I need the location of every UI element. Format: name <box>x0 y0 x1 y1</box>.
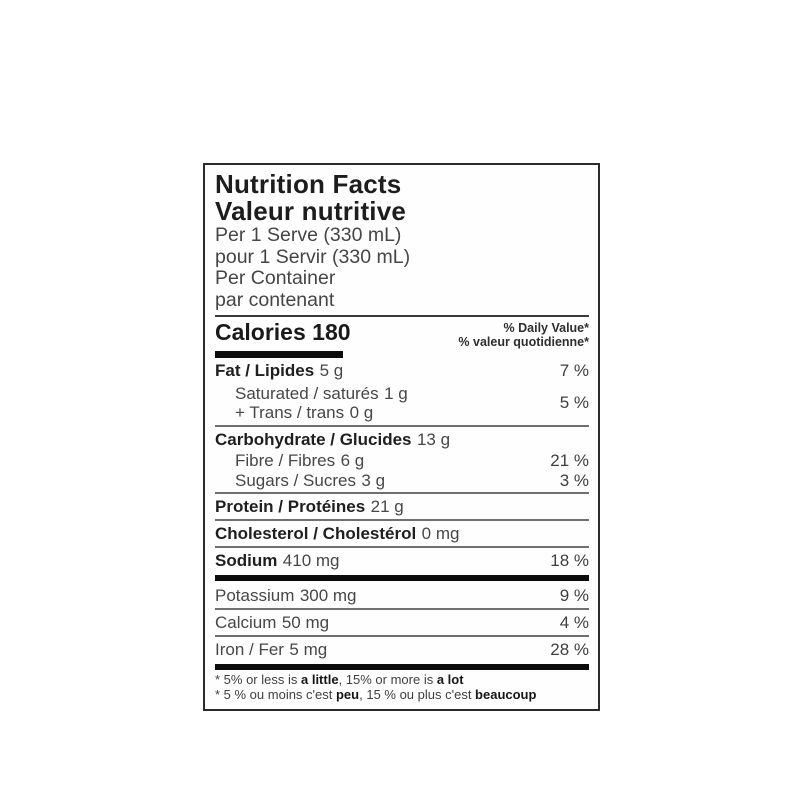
nutrient-row-fibre <box>215 452 589 472</box>
footnote-fr-text: * 5 % ou moins c'est <box>215 686 336 702</box>
fibre-label: Fibre / Fibres <box>235 451 336 470</box>
nutrient-row-sodium <box>215 548 589 573</box>
trans-name <box>215 404 408 423</box>
fat-amount: 5 g <box>319 361 344 380</box>
sodium-daily-value: 18 % <box>550 551 589 570</box>
sugars-name <box>215 472 385 490</box>
calories-value <box>215 320 351 345</box>
fibre-daily-value: 21 % <box>550 451 589 470</box>
potassium-label: Potassium <box>215 586 295 605</box>
footnotes <box>215 673 589 702</box>
label-title-en: Nutrition Facts <box>215 169 402 199</box>
serving-size-fr: pour 1 Servir (330 mL) <box>215 245 411 268</box>
sugars-amount: 3 g <box>361 471 386 490</box>
potassium-daily-value: 9 % <box>559 586 589 605</box>
calories-label-text: Calories <box>215 319 306 345</box>
fat-daily-value: 7 % <box>559 361 589 380</box>
per-container-en: Per Container <box>215 267 336 289</box>
potassium-amount: 300 mg <box>299 586 357 605</box>
daily-value-header-fr: % valeur quotidienne* <box>458 335 589 349</box>
cholesterol-label: Cholesterol / Cholestérol <box>215 524 417 543</box>
thick-divider <box>215 664 589 670</box>
nutrient-row-protein <box>215 494 589 519</box>
sugars-label: Sugars / Sucres <box>235 471 356 490</box>
footnote-fr-bold-beaucoup: beaucoup <box>475 686 537 702</box>
iron-name <box>215 641 327 659</box>
header-divider <box>215 315 589 317</box>
daily-value-header <box>458 320 589 349</box>
fibre-name <box>215 452 364 470</box>
nutrient-row-carbohydrate <box>215 427 589 452</box>
serving-size-en: Per 1 Serve (330 mL) <box>215 224 402 246</box>
calcium-daily-value: 4 % <box>559 613 589 632</box>
saturated-name <box>215 385 408 404</box>
nutrient-row-fat <box>215 358 589 383</box>
carbohydrate-amount: 13 g <box>416 430 451 449</box>
nutrient-row-calcium <box>215 610 589 635</box>
nutrient-row-iron <box>215 637 589 662</box>
iron-label: Iron / Fer <box>215 640 284 659</box>
saturated-trans-daily-value: 5 % <box>559 393 589 413</box>
nutrition-facts-label <box>203 163 600 711</box>
calories-number: 180 <box>312 319 351 345</box>
footnote-en-bold-little: a little <box>300 672 339 687</box>
sodium-amount: 410 mg <box>282 551 340 570</box>
footnote-en-text: * 5% or less is <box>215 672 301 687</box>
footnote-en-text: , 15% or more is <box>338 672 437 687</box>
saturated-label: Saturated / saturés <box>235 384 379 403</box>
cholesterol-name <box>215 525 459 543</box>
saturated-amount: 1 g <box>384 384 408 403</box>
calories-row <box>215 320 589 349</box>
label-title-fr: Valeur nutritive <box>215 196 407 226</box>
sodium-label: Sodium <box>215 551 278 570</box>
protein-name <box>215 498 404 516</box>
fat-label: Fat / Lipides <box>215 361 315 380</box>
calcium-label: Calcium <box>215 613 277 632</box>
daily-value-header-en: % Daily Value* <box>503 321 589 335</box>
nutrient-row-saturated-trans <box>215 383 589 425</box>
cholesterol-amount: 0 mg <box>421 524 460 543</box>
sodium-name <box>215 552 339 570</box>
fat-name <box>215 362 343 380</box>
carbohydrate-name <box>215 431 450 449</box>
trans-amount: 0 g <box>349 402 374 422</box>
potassium-name <box>215 587 357 605</box>
footnote-fr <box>215 688 589 703</box>
sugars-daily-value: 3 % <box>559 471 589 490</box>
per-container-fr: par contenant <box>215 288 335 311</box>
protein-amount: 21 g <box>370 497 404 516</box>
nutrient-row-sugars <box>215 472 589 492</box>
saturated-trans-names <box>215 385 408 422</box>
protein-label: Protein / Protéines <box>215 497 366 516</box>
iron-amount: 5 mg <box>289 640 328 659</box>
footnote-fr-text: , 15 % ou plus c'est <box>359 686 476 702</box>
nutrient-row-cholesterol <box>215 521 589 546</box>
iron-daily-value: 28 % <box>550 640 589 659</box>
carbohydrate-label: Carbohydrate / Glucides <box>215 430 412 449</box>
footnote-en-bold-lot: a lot <box>436 672 464 687</box>
footnote-fr-bold-peu: peu <box>335 686 360 702</box>
fibre-amount: 6 g <box>340 451 365 470</box>
footnote-en <box>215 673 589 688</box>
calcium-amount: 50 mg <box>281 613 330 632</box>
nutrient-row-potassium <box>215 583 589 608</box>
calories-underbar <box>215 351 343 358</box>
thick-divider <box>215 575 589 581</box>
calcium-name <box>215 614 329 632</box>
trans-label: + Trans / trans <box>235 402 345 422</box>
